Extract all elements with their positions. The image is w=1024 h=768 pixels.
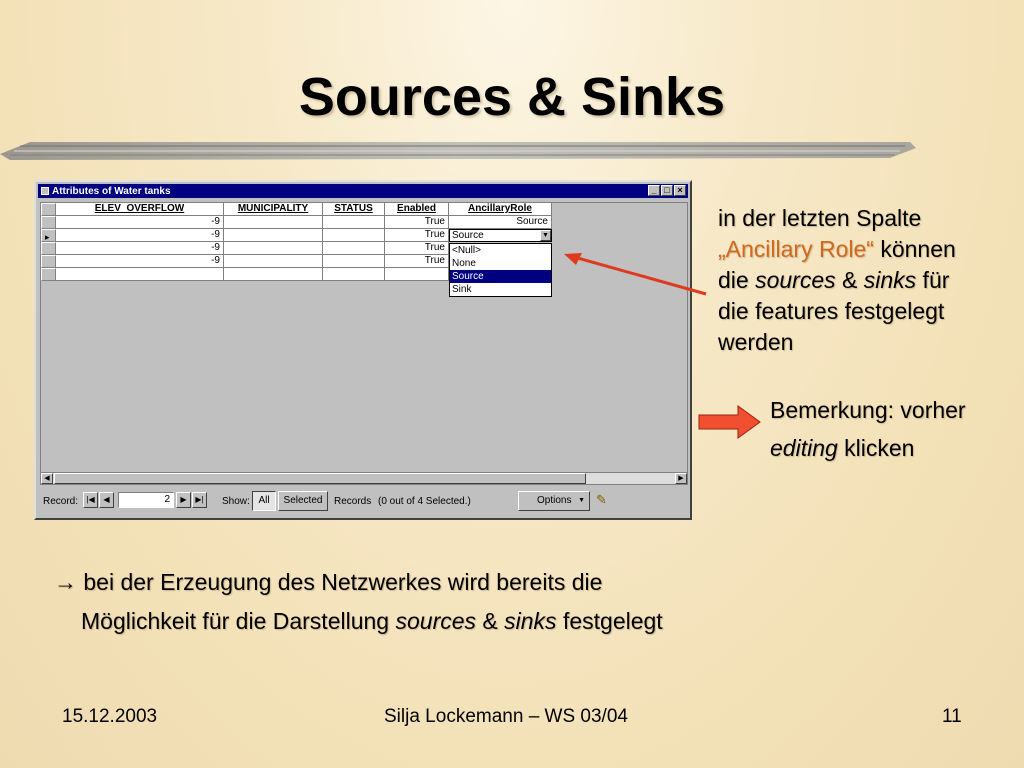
table-cell-empty[interactable] (385, 268, 449, 281)
table-cell[interactable] (323, 255, 385, 268)
column-header-municipality[interactable]: MUNICIPALITY (224, 203, 323, 216)
combobox-value: Source (452, 230, 484, 241)
table-cell[interactable] (323, 242, 385, 255)
remark-line: Bemerkung: vorher (770, 397, 966, 423)
table-cell[interactable]: True (385, 229, 449, 242)
table-cell[interactable]: True (385, 255, 449, 268)
bullet-text: & (476, 608, 505, 634)
table-cell[interactable] (224, 255, 323, 268)
first-record-icon[interactable]: |◀ (83, 492, 98, 508)
table-cell-empty[interactable] (56, 268, 224, 281)
table-cell-empty[interactable] (224, 268, 323, 281)
table-cell-empty[interactable] (323, 268, 385, 281)
note-text: können (873, 236, 956, 262)
records-info: (0 out of 4 Selected.) (378, 496, 471, 507)
note-line (718, 265, 1008, 296)
note-emphasis: sinks (863, 267, 917, 293)
maximize-button[interactable]: □ (661, 185, 673, 196)
row-selector-current[interactable]: ▸ (41, 229, 56, 242)
note-text: die (718, 267, 756, 293)
row-selector[interactable] (41, 255, 56, 268)
next-record-icon[interactable]: ▶ (176, 492, 191, 508)
arrow-bullet-icon: → (54, 569, 77, 595)
explanation-note (718, 203, 1008, 358)
row-selector[interactable] (41, 242, 56, 255)
bullet-emphasis: sources (395, 608, 477, 634)
ancillary-role-combobox[interactable] (449, 229, 552, 242)
previous-record-icon[interactable]: ◀ (99, 492, 114, 508)
table-cell[interactable]: Source (449, 216, 552, 229)
table-icon (41, 187, 49, 195)
record-number-input[interactable]: 2 (118, 492, 174, 508)
bullet-line (54, 563, 854, 602)
scrollbar-thumb[interactable] (54, 473, 586, 484)
row-selector-new[interactable] (41, 268, 56, 281)
scroll-left-icon[interactable]: ◀ (41, 473, 53, 484)
note-text: für (916, 267, 950, 293)
show-selected-button[interactable]: Selected (278, 491, 328, 511)
last-record-icon[interactable]: ▶| (192, 492, 207, 508)
footer-date: 15.12.2003 (62, 706, 158, 727)
bullet-text: bei der Erzeugung des Netzwerkes wird bereits die (77, 569, 603, 595)
column-header-status[interactable]: STATUS (323, 203, 385, 216)
dropdown-option-null[interactable]: <Null> (452, 245, 481, 256)
records-label: Records (334, 496, 372, 507)
remark-line (770, 429, 1020, 467)
bullet-line (54, 602, 854, 641)
close-button[interactable]: × (674, 185, 686, 196)
note-text: & (835, 267, 864, 293)
block-arrow-icon (698, 405, 762, 439)
page-number: 11 (942, 706, 962, 727)
column-header-elev-overflow[interactable]: ELEV_OVERFLOW (56, 203, 224, 216)
row-selector-header[interactable] (41, 203, 56, 216)
horizontal-scrollbar[interactable] (40, 472, 688, 485)
table-cell[interactable] (224, 242, 323, 255)
dropdown-option-source[interactable]: Source (450, 270, 551, 283)
attributes-window (34, 180, 692, 520)
remark-emphasis: editing (770, 435, 838, 461)
scroll-right-icon[interactable]: ▶ (675, 473, 687, 484)
window-title: Attributes of Water tanks (52, 185, 171, 197)
attribute-table (40, 202, 688, 484)
chevron-down-icon[interactable]: ▼ (540, 230, 551, 241)
chevron-down-icon: ▼ (578, 497, 585, 504)
pointer-arrow (560, 250, 710, 300)
bullet-text: festgelegt (556, 608, 663, 634)
note-line: werden (718, 329, 794, 355)
note-line: in der letzten Spalte (718, 205, 922, 231)
window-title-bar[interactable] (38, 184, 688, 198)
remark-note (770, 391, 1020, 467)
note-line (718, 234, 1008, 265)
record-navigation-bar (40, 488, 688, 516)
table-cell[interactable] (323, 229, 385, 242)
table-cell[interactable]: True (385, 216, 449, 229)
record-label: Record: (43, 496, 79, 507)
options-label: Options (537, 495, 572, 506)
ancillary-role-dropdown-list (449, 243, 552, 297)
footer-author: Silja Lockemann – WS 03/04 (384, 706, 628, 727)
bullet-point (54, 563, 854, 641)
row-selector[interactable] (41, 216, 56, 229)
table-cell[interactable]: -9 (56, 229, 224, 242)
show-label: Show: (222, 496, 250, 507)
table-cell[interactable] (224, 216, 323, 229)
column-header-ancillary-role[interactable]: AncillaryRole (449, 203, 552, 216)
bullet-emphasis: sinks (504, 608, 557, 634)
column-header-enabled[interactable]: Enabled (385, 203, 449, 216)
edit-pencil-icon[interactable]: ✎ (596, 492, 607, 507)
minimize-button[interactable]: _ (648, 185, 660, 196)
table-cell[interactable]: True (385, 242, 449, 255)
title-divider (0, 138, 920, 164)
remark-text: klicken (837, 435, 915, 461)
ancillary-role-highlight: „Ancillary Role“ (718, 236, 874, 262)
table-cell[interactable]: -9 (56, 216, 224, 229)
bullet-text: Möglichkeit für die Darstellung (81, 608, 396, 634)
options-button[interactable] (518, 491, 590, 511)
show-all-button[interactable]: All (252, 491, 276, 511)
table-cell[interactable]: -9 (56, 255, 224, 268)
note-line: die features festgelegt (718, 298, 945, 324)
note-emphasis: sources (755, 267, 836, 293)
dropdown-option-none[interactable]: None (452, 258, 476, 269)
slide-title: Sources & Sinks (298, 67, 726, 127)
table-cell[interactable]: -9 (56, 242, 224, 255)
dropdown-option-sink[interactable]: Sink (452, 284, 472, 295)
table-cell[interactable] (224, 229, 323, 242)
table-cell[interactable] (323, 216, 385, 229)
